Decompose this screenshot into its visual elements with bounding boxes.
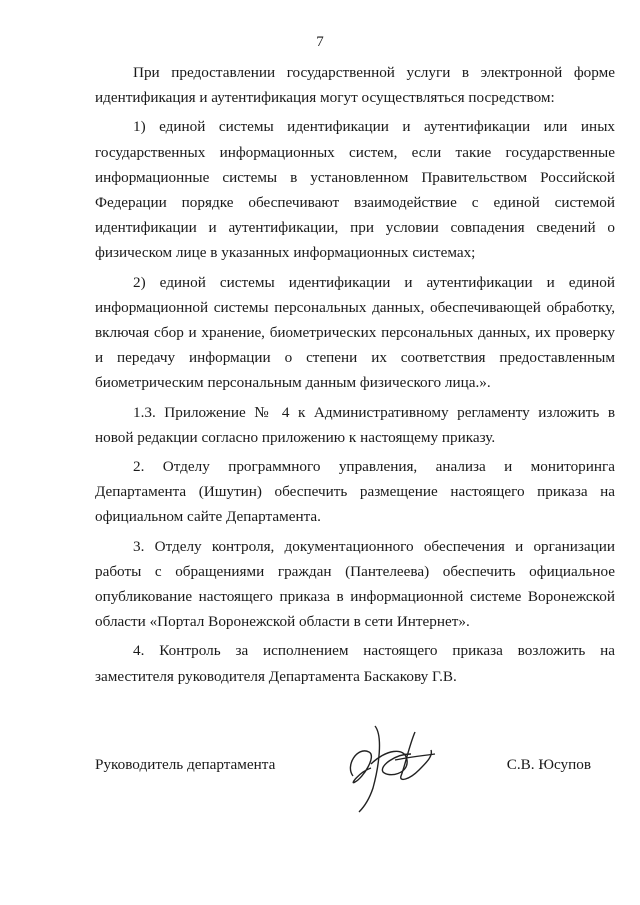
paragraph-intro: При предоставлении государственной услуги в электронной форме идентификация и аутентификация могут осуществляться посредством: <box>95 64 615 107</box>
handwritten-signature-icon <box>335 716 445 816</box>
signature-block <box>95 716 615 826</box>
paragraph-clause-2: 2. Отделу программного управления, анализа и мониторинга Департамента (Ишутин) обеспечить размещение настоящего приказа на официальном сайте Департамента. <box>95 458 615 526</box>
signatory-name: С.В. Юсупов <box>506 756 591 773</box>
document-body <box>95 60 615 689</box>
paragraph-clause-4: 4. Контроль за исполнением настоящего приказа возложить на заместителя руководителя Департамента Баскакову Г.В. <box>95 642 615 685</box>
paragraph-item-2: 2) единой системы идентификации и аутентификации и единой информационной системы персональных данных, обеспечивающей обработку, включая сбор и хранение, биометрических персональных данных, их проверку и передачу информации о степени их соответствия предоставленным биометрическим персональным данным физического лица.». <box>95 273 615 392</box>
page-number: 7 <box>316 34 324 50</box>
paragraph-clause-3: 3. Отделу контроля, документационного обеспечения и организации работы с обращениями граждан (Пантелеева) обеспечить официальное опубликование настоящего приказа в информационной системе Воронежской области «Портал Воронежской области в сети Интернет». <box>95 537 615 631</box>
paragraph-clause-1-3: 1.3. Приложение № 4 к Административному регламенту изложить в новой редакции согласно приложению к настоящему приказу. <box>95 403 615 446</box>
paragraph-item-1: 1) единой системы идентификации и аутентификации или иных государственных информационных систем, если такие государственные информационные системы в установленном Правительством Российской Федерации порядке обеспечивают взаимодействие с единой системой идентификации и аутентификации, при условии совпадения сведений о физическом лице в указанных информационных системах; <box>95 118 615 262</box>
signatory-title: Руководитель департамента <box>95 756 276 773</box>
